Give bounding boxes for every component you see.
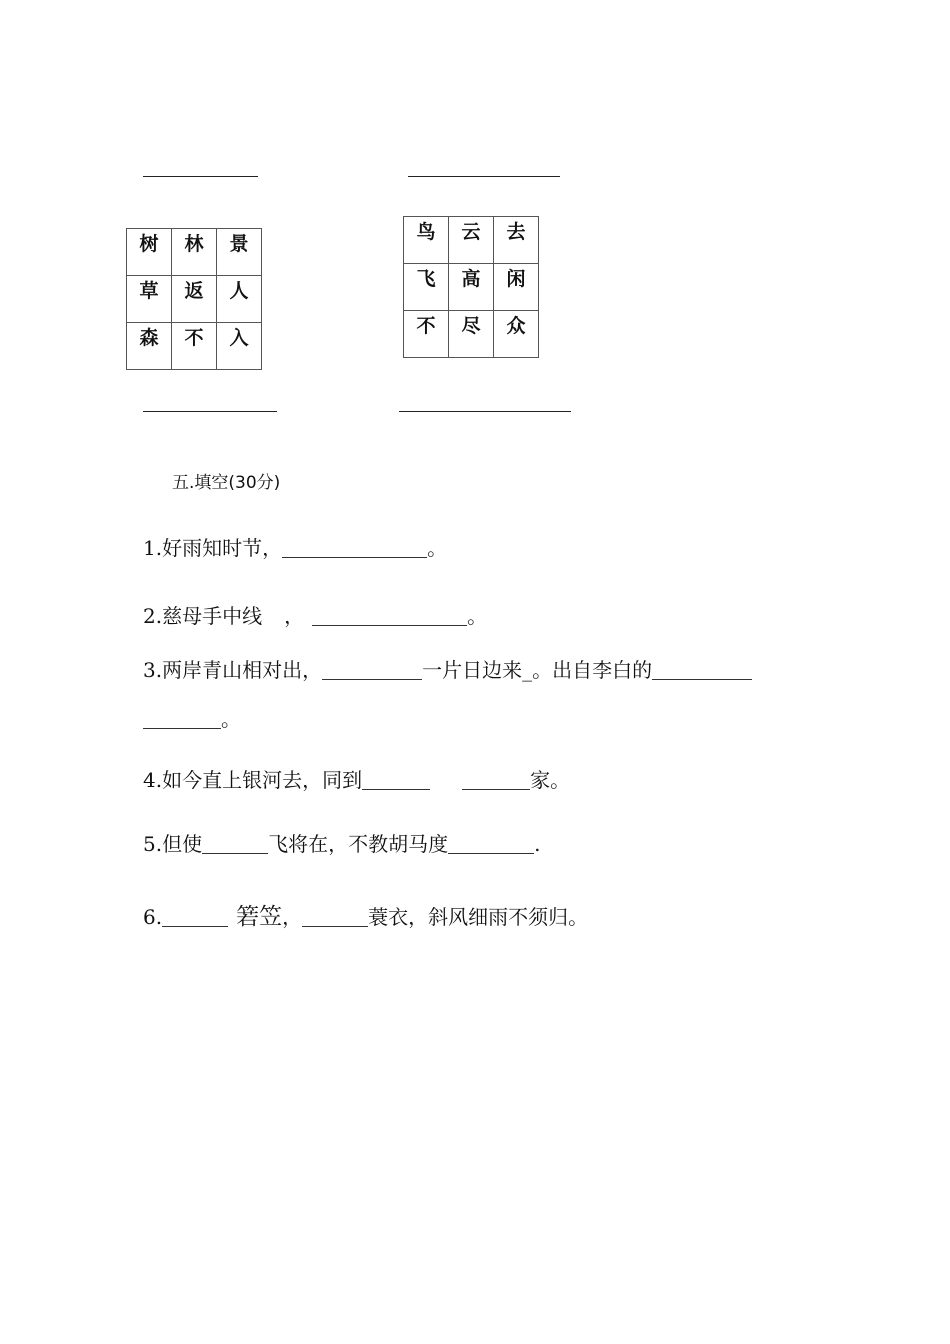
fill-blank[interactable] <box>362 769 430 790</box>
answer-line <box>408 176 560 177</box>
question-text: 两岸青山相对出， <box>162 658 323 682</box>
fill-blank[interactable] <box>652 659 752 680</box>
question-text: ， <box>282 905 303 929</box>
question-number: 3. <box>143 658 163 682</box>
grid-cell: 高 <box>449 264 494 311</box>
grid-cell: 云 <box>449 217 494 264</box>
character-grid-right <box>403 216 539 358</box>
grid-cell: 草 <box>127 276 172 323</box>
question-text: 慈母手中线 <box>162 604 263 628</box>
grid-cell: 人 <box>217 276 262 323</box>
fill-blank[interactable] <box>202 833 268 854</box>
question-number: 6. <box>143 905 163 929</box>
fill-blank[interactable] <box>302 906 368 927</box>
question-text: . <box>534 832 541 856</box>
fill-blank[interactable] <box>322 659 422 680</box>
grid-cell: 返 <box>172 276 217 323</box>
grid-cell: 飞 <box>404 264 449 311</box>
question-3-continued <box>143 703 241 732</box>
question-number: 4. <box>143 768 163 792</box>
grid-cell: 树 <box>127 229 172 276</box>
grid-cell: 去 <box>494 217 539 264</box>
question-text: 。 <box>427 536 448 560</box>
grid-cell: 闲 <box>494 264 539 311</box>
question-text: 蓑衣，斜风细雨不须归。 <box>368 905 589 929</box>
question-text: ， <box>284 604 305 628</box>
question-5 <box>143 828 540 857</box>
question-text: 家。 <box>530 768 571 792</box>
question-text: 飞将在，不教胡马度 <box>268 832 449 856</box>
question-number: 1. <box>143 536 163 560</box>
question-text: 但使 <box>162 832 203 856</box>
question-6 <box>143 898 588 931</box>
question-4 <box>143 764 570 793</box>
question-text: 箬笠 <box>236 904 283 930</box>
grid-cell: 众 <box>494 311 539 358</box>
fill-blank[interactable] <box>143 708 221 729</box>
question-1 <box>143 532 447 561</box>
grid-cell: 林 <box>172 229 217 276</box>
grid-cell: 尽 <box>449 311 494 358</box>
fill-blank[interactable] <box>462 769 530 790</box>
answer-line <box>399 411 571 412</box>
fill-blank[interactable] <box>162 906 228 927</box>
grid-cell: 不 <box>172 323 217 370</box>
fill-blank[interactable] <box>282 537 427 558</box>
grid-cell: 景 <box>217 229 262 276</box>
grid-cell: 不 <box>404 311 449 358</box>
answer-line <box>143 411 277 412</box>
fill-blank[interactable] <box>448 833 534 854</box>
grid-cell: 鸟 <box>404 217 449 264</box>
question-3 <box>143 654 752 683</box>
question-text: 好雨知时节， <box>162 536 283 560</box>
question-2 <box>143 600 487 629</box>
section-title: 五.填空(30分) <box>172 473 281 493</box>
grid-cell: 森 <box>127 323 172 370</box>
character-grid-left <box>126 228 262 370</box>
question-text: 。 <box>467 604 488 628</box>
question-text: 如今直上银河去，同到 <box>162 768 363 792</box>
question-text: 一片日边来_。出自李白的 <box>422 658 653 682</box>
question-text: 。 <box>221 707 241 731</box>
grid-cell: 入 <box>217 323 262 370</box>
answer-line <box>143 176 258 177</box>
question-number: 2. <box>143 604 163 628</box>
question-number: 5. <box>143 832 163 856</box>
fill-blank[interactable] <box>312 605 467 626</box>
